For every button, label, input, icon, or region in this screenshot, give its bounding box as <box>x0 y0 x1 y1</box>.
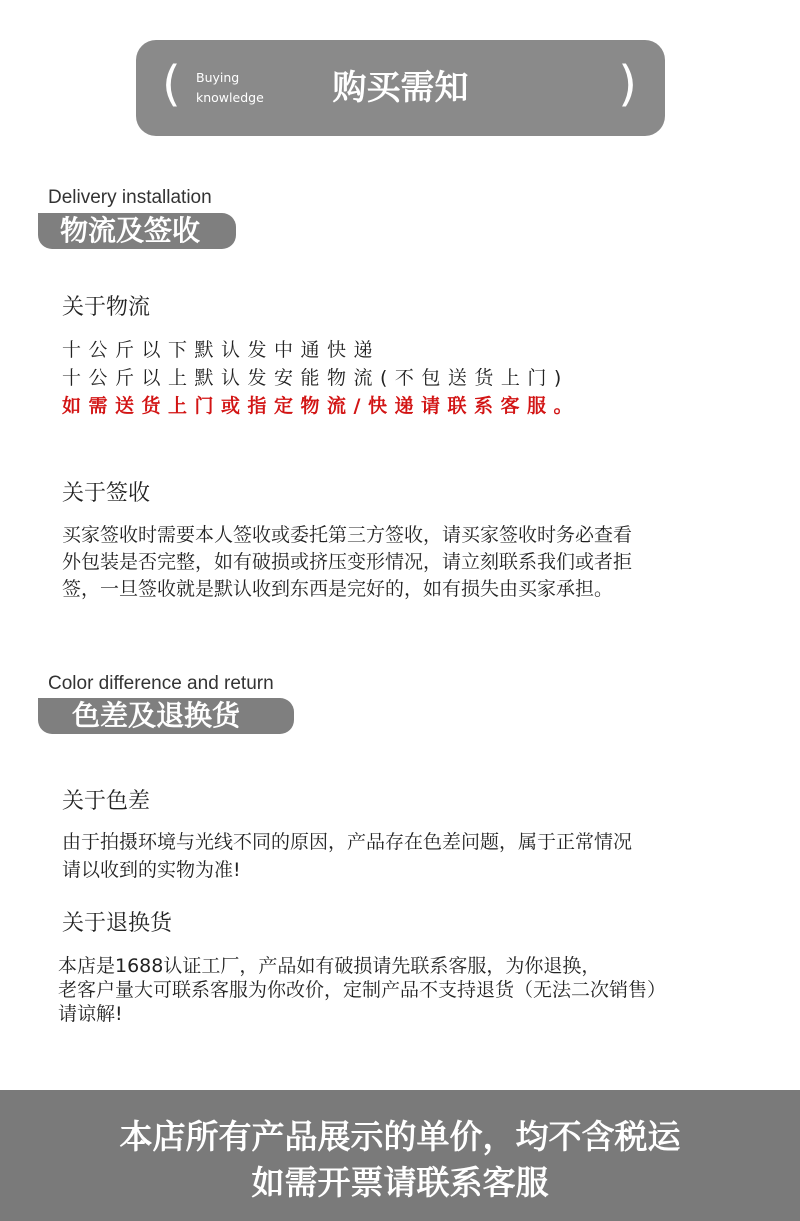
footer-price-notice: 本店所有产品展示的单价，均不含税运 <box>119 1117 681 1156</box>
receipt-line-1: 买家签收时需要本人签收或委托第三方签收，请买家签收时务必查看 <box>62 524 633 546</box>
color-difference-heading: 关于色差 <box>62 789 151 814</box>
footer-invoice-notice: 如需开票请联系客服 <box>251 1163 549 1202</box>
footer-banner <box>0 1090 800 1221</box>
header-banner <box>136 40 665 136</box>
return-section-title: 色差及退换货 <box>38 698 294 734</box>
right-bracket: ) <box>618 56 637 112</box>
logistics-contact-notice: 如需送货上门或指定物流/快递请联系客服。 <box>62 395 580 417</box>
return-exchange-line-3: 请谅解! <box>58 1003 123 1025</box>
delivery-section-title: 物流及签收 <box>38 213 236 249</box>
return-exchange-heading: 关于退换货 <box>62 911 173 936</box>
page-title: 购买需知 <box>332 68 469 108</box>
logistics-line-1: 十公斤以下默认发中通快递 <box>62 339 381 361</box>
header-english-line-1: Buying <box>196 70 240 85</box>
logistics-heading: 关于物流 <box>62 295 151 320</box>
left-bracket: ( <box>162 56 181 112</box>
receipt-line-2: 外包装是否完整，如有破损或挤压变形情况，请立刻联系我们或者拒 <box>62 551 633 573</box>
return-section-english-title: Color difference and return <box>48 673 274 694</box>
receipt-line-3: 签，一旦签收就是默认收到东西是完好的，如有损失由买家承担。 <box>62 578 614 600</box>
return-exchange-line-2: 老客户量大可联系客服为你改价，定制产品不支持退货（无法二次销售） <box>58 979 667 1001</box>
header-english-line-2: knowledge <box>196 90 264 105</box>
color-difference-line-1: 由于拍摄环境与光线不同的原因，产品存在色差问题，属于正常情况 <box>62 831 633 853</box>
color-difference-line-2: 请以收到的实物为准! <box>62 859 241 881</box>
logistics-line-2: 十公斤以上默认发安能物流(不包送货上门) <box>62 367 569 389</box>
receipt-heading: 关于签收 <box>62 481 151 506</box>
delivery-section-english-title: Delivery installation <box>48 187 212 208</box>
return-exchange-line-1: 本店是1688认证工厂，产品如有破损请先联系客服，为你退换， <box>58 955 601 977</box>
